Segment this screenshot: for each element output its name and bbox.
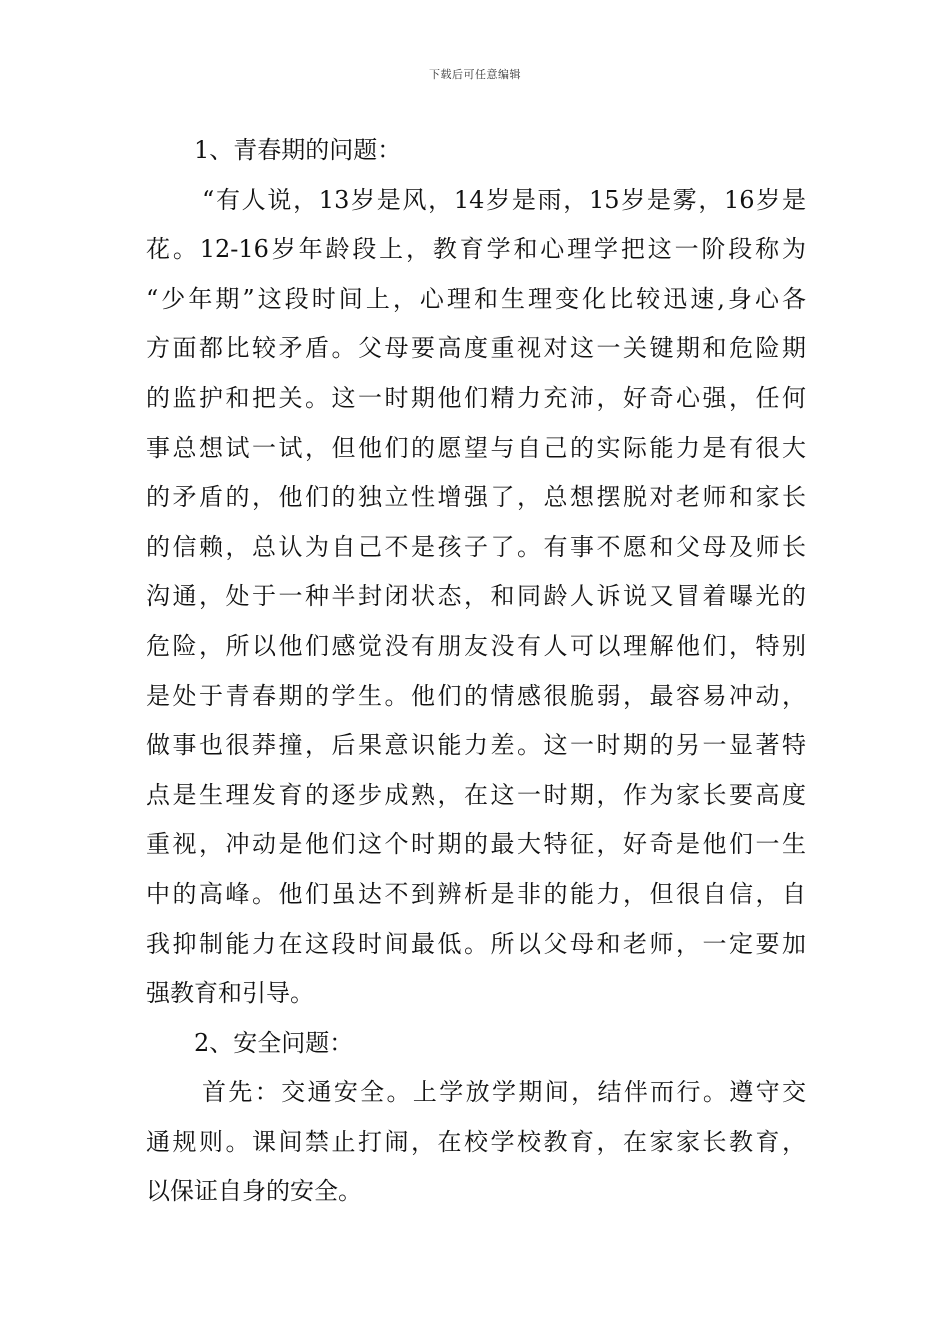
paragraph-line: 我抑制能力在这段时间最低。所以父母和老师，一定要加 [146,929,806,958]
paragraph-line: 花。12-16岁年龄段上，教育学和心理学把这一阶段称为 [146,235,806,264]
paragraph-line: 重视，冲动是他们这个时期的最大特征，好奇是他们一生 [146,830,806,859]
paragraph-line: “少年期”这段时间上，心理和生理变化比较迅速,身心各 [146,284,806,313]
section-heading-puberty: 1、青春期的问题： [194,136,402,164]
page-header: 下载后可任意编辑 [429,68,521,81]
paragraph-line: 点是生理发育的逐步成熟，在这一时期，作为家长要高度 [146,780,806,809]
paragraph-line: 通规则。课间禁止打闹，在校学校教育，在家家长教育， [146,1127,806,1156]
paragraph-line: 做事也很莽撞，后果意识能力差。这一时期的另一显著特 [146,731,806,760]
paragraph-line: 事总想试一试，但他们的愿望与自己的实际能力是有很大 [146,433,806,462]
paragraph-line: 中的高峰。他们虽达不到辨析是非的能力，但很自信，自 [146,879,806,908]
body-text [146,126,806,1217]
paragraph-line: 强教育和引导。 [146,979,314,1008]
paragraph-line: 是处于青春期的学生。他们的情感很脆弱，最容易冲动， [146,681,806,710]
section-heading-safety: 2、安全问题： [194,1028,354,1057]
paragraph-line: “有人说，13岁是风，14岁是雨，15岁是雾，16岁是 [202,185,806,214]
paragraph-line: 以保证自身的安全。 [146,1177,362,1206]
paragraph-line: 沟通，处于一种半封闭状态，和同龄人诉说又冒着曝光的 [146,582,806,611]
paragraph-line: 首先：交通安全。上学放学期间，结伴而行。遵守交 [202,1078,806,1107]
paragraph-line: 的信赖，总认为自己不是孩子了。有事不愿和父母及师长 [146,532,806,561]
paragraph-line: 方面都比较矛盾。父母要高度重视对这一关键期和危险期 [146,334,806,363]
paragraph-line: 的矛盾的，他们的独立性增强了，总想摆脱对老师和家长 [146,483,806,512]
paragraph-line: 危险，所以他们感觉没有朋友没有人可以理解他们，特别 [146,631,806,660]
paragraph-line: 的监护和把关。这一时期他们精力充沛，好奇心强，任何 [146,383,806,412]
